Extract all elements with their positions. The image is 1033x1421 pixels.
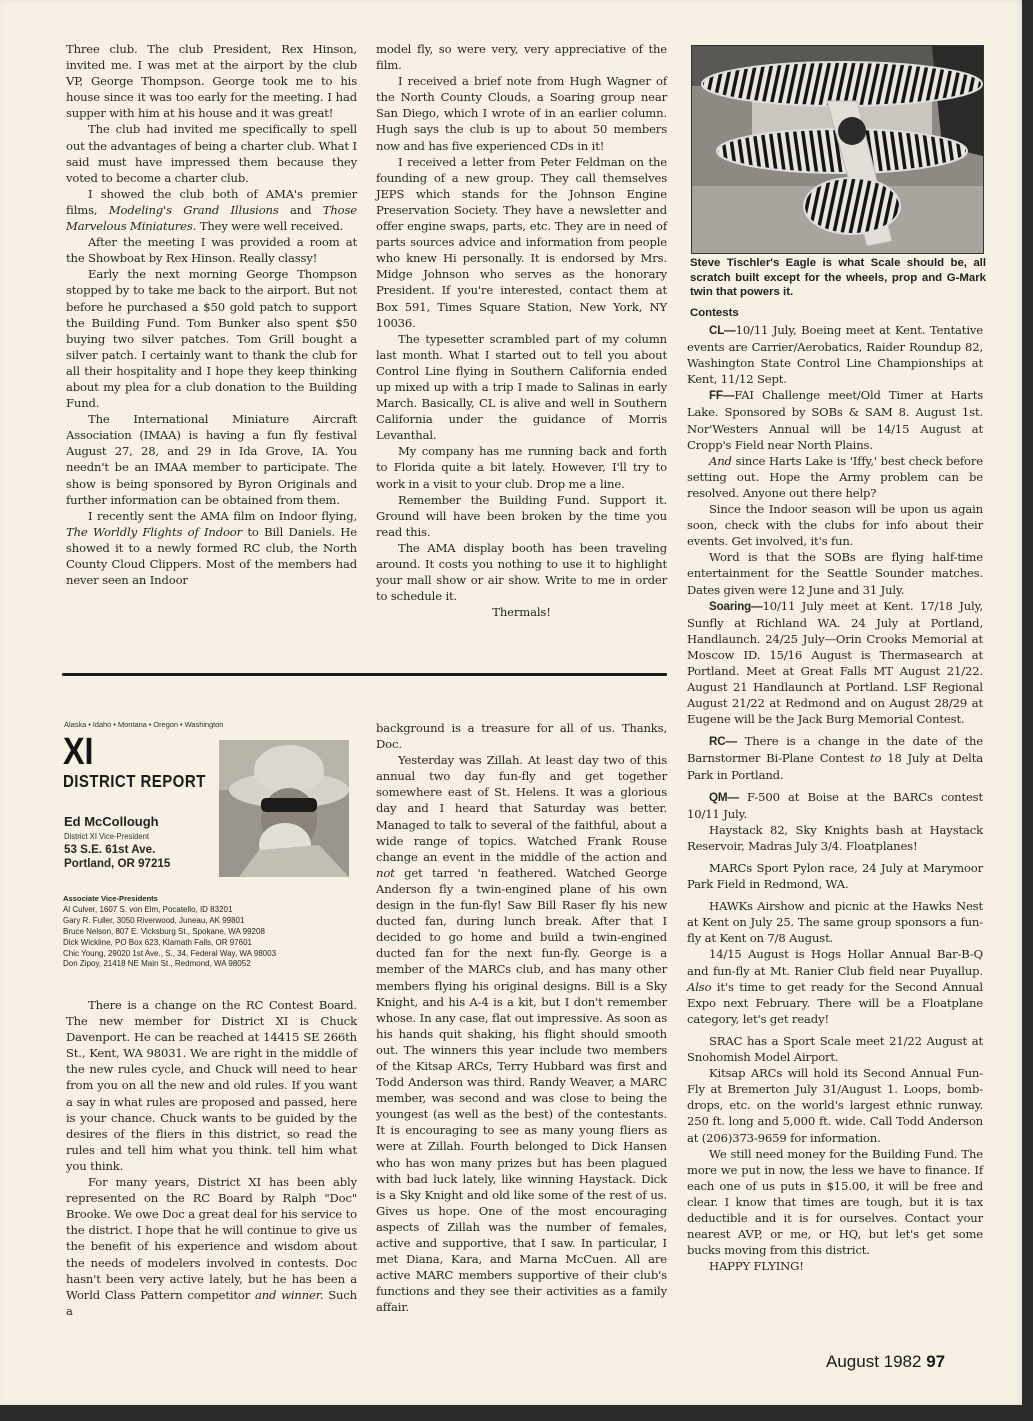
paragraph: [66, 508, 357, 588]
district-column-2: [376, 720, 667, 1315]
section-divider: [62, 673, 667, 676]
vice-president-name: Ed McCollough: [64, 814, 159, 829]
italic-word: not: [376, 865, 395, 880]
paragraph: [66, 186, 357, 234]
paragraph: After the meeting I was provided a room at the Showboat by Rex Hinson. Really classy!: [66, 235, 357, 266]
vice-president-title: District XI Vice-President: [64, 831, 150, 841]
text-span: They were well received.: [199, 219, 344, 234]
paragraph: [66, 1174, 357, 1319]
page-number: 97: [926, 1352, 946, 1371]
vice-president-photo: [219, 740, 349, 877]
contest-item: MARCs Sport Pylon race, 24 July at Marymoor Park Field in Redmond, WA.: [687, 861, 983, 892]
contest-item: HAWKs Airshow and picnic at the Hawks Nest at Kent on July 25. The same group sponsors a fun-fly at Kent on 7/8 August.: [687, 899, 983, 946]
vp-address-line-1: 53 S.E. 61st Ave.: [64, 843, 156, 856]
italic-word: and winner.: [254, 1287, 324, 1302]
contest-item: Word is that the SOBs are flying half-time entertainment for the Seattle Sounder matches. Dates given were 12 June and 31 July.: [687, 550, 983, 597]
text-span: and: [290, 202, 312, 217]
text-span: I showed the club both of AMA's premier films,: [66, 186, 357, 217]
paragraph: model fly, so were very, very appreciative of the film.: [376, 42, 667, 73]
paragraph: The typesetter scrambled part of my column last month. What I started out to tell you about Control Line flying in Southern California ended up mixed up with a trip I made to Salinas in early March. Basically, CL is alive and well in Southern California under the guidance of Morris Levanthal.: [376, 331, 667, 443]
text-span: get tarred 'n feathered. Watched George Anderson fly a twin-engined plane of his own design in the fun-fly! Saw Bill Raser fly his new ducted fan, during lunch break. After that I decided to go home and build a twin-engined ducted fan for the next fun-fly. George is a member of the MARCs club, and has many other members flying his original designs. Bill is a Sky Knight, and his A-4 is a kit, but I don't remember whose. In any case, flat out impressive. As soon as his hands quit shaking, his flight should smooth out. The winners this year include two members of the Kitsap ARCs, Terry Hubbard was first and Todd Anderson was third. Randy Weaver, a MARC member, was second and was close to being the youngest (as well as the best) of the contestants. It is encouraging to see as many young fliers as were at Zillah. Fourth belonged to Dick Hansen who has won many prizes but has been plagued with bad luck lately, like winning Haystack. Dick is a Sky Knight and old like some of the rest of us. Gives us hope. One of the most encouraging aspects of Zillah was the number of females, active and supportive, that I saw. In particular, I met Diana, Kara, and Marna McCuen. All are active MARC members supportive of their club's functions and they see their activities as a family affair.: [376, 865, 667, 1315]
text-span: to Bill Daniels. He showed it to a newly formed RC club, the North County Cloud Clippers. Most of the members had never seen an Indoor: [66, 524, 357, 588]
text-span: 10/11 July meet at Kent. 17/18 July, Sunfly at Richland WA. 24 July at Portland, Handlaunch. 24/25 July—Orin Crooks Memorial at Moscow ID. 15/16 August is Thermasearch at Portland. Meet at Great Falls MT August 21/22. August 21 Handlaunch at Portland. LSF Regional August 21/22 at Redmond and on August 28/29 at Eugene will be the Jack Burg Memorial Contest.: [687, 598, 983, 727]
associate-vps-list: [63, 894, 363, 970]
avp-entry: Al Culver, 1607 S. von Elm, Pocatello, ID 83201: [63, 904, 233, 914]
contest-item: [687, 598, 983, 728]
avp-entry: Chic Young, 29020 1st Ave., S., 34, Federal Way, WA 98003: [63, 948, 277, 958]
paragraph: Remember the Building Fund. Support it. Ground will have been broken by the time you read this.: [376, 492, 667, 539]
film-title: Modeling's Grand Illusions: [108, 202, 279, 217]
contest-item: [687, 322, 983, 387]
text-span: it's time to get ready for the Second Annual Expo next February. There will be a Floatplane category, let's get ready!: [687, 979, 983, 1026]
biplane-photo: [691, 45, 984, 254]
avp-entry: Gary R. Fuller, 3050 Riverwood, Juneau, AK 99801: [63, 915, 245, 925]
issue-date: August 1982: [826, 1352, 922, 1371]
contest-category: CL—: [709, 324, 736, 337]
district-states: Alaska • Idaho • Montana • Oregon • Washington: [64, 720, 224, 729]
text-span: Yesterday was Zillah. At least day two of this annual two day fun-fly and get together somewhere east of St. Helens. It was a glorious day and I heard that Saturday was better. Managed to talk to several of the faithful, about a wide range of topics. Watched Frank Rouse change an event in the middle of the action and: [376, 753, 667, 864]
contest-category: Soaring—: [709, 599, 763, 613]
page-edge-shadow: [1022, 0, 1033, 1421]
film-title: Those Marvelous Miniatures.: [66, 202, 357, 234]
article-column-2: [376, 41, 667, 620]
paragraph: background is a treasure for all of us. Thanks, Doc.: [376, 721, 667, 752]
contest-item: We still need money for the Building Fund. The more we put in now, the less we have to finance. If each one of us puts in $15.00, it will be free and clear. I know that times are tough, but it is tax deductible and it is for ourselves. Contact your nearest AVP, or me, or HQ, but let's get some bucks moving from this district.: [687, 1146, 983, 1258]
contest-category: RC—: [709, 735, 737, 749]
sign-off: Thermals!: [492, 605, 551, 620]
article-column-1: [66, 41, 357, 588]
contest-item: [687, 789, 983, 822]
text-span: I recently sent the AMA film on Indoor flying,: [88, 508, 357, 523]
page-bottom-edge: [0, 1405, 1033, 1421]
contest-item: Kitsap ARCs will hold its Second Annual Fun-Fly at Bremerton July 31/August 1. Loops, bomb-drops, etc. on the world's largest ethnic runway. 250 ft. long and 5,000 ft. wide. Call Todd Anderson at (206)373-9659 for information.: [687, 1066, 983, 1145]
avp-entry: Bruce Nelson, 807 E. Vicksburg St., Spokane, WA 99208: [63, 926, 265, 936]
film-title: The Worldly Flights of Indoor: [66, 524, 243, 539]
paragraph: The club had invited me specifically to spell out the advantages of being a charter club. What I said must have impressed them because they voted to become a charter club.: [66, 122, 357, 185]
paragraph: My company has me running back and forth to Florida quite a bit lately. However, I'll try to work in a visit to your club. Drop me a line.: [376, 444, 667, 491]
avp-heading: Associate Vice-Presidents: [63, 894, 158, 903]
page-footer: [826, 1352, 945, 1372]
contest-category: FF—: [709, 389, 735, 403]
contest-category: QM—: [709, 790, 739, 804]
vp-address-line-2: Portland, OR 97215: [64, 857, 171, 870]
text-span: 14/15 August is Hogs Hollar Annual Bar-B-Q and fun-fly at Mt. Ranier Club field near Puyallup.: [687, 947, 983, 978]
contest-item: SRAC has a Sport Scale meet 21/22 August at Snohomish Model Airport.: [687, 1033, 983, 1065]
closing-line: HAPPY FLYING!: [709, 1259, 804, 1274]
paragraph: The International Miniature Aircraft Association (IMAA) is having a fun fly festival August 27, 28, and 29 in Ida Grove, IA. You needn't be an IMAA member to participate. The show is being sponsored by Byron Originals and further information can be obtained from them.: [66, 412, 357, 507]
district-column-1: [66, 997, 357, 1319]
paragraph: Early the next morning George Thompson stopped by to take me back to the airport. But not before he purchased a $50 gold patch to support the Building Fund. Tom Bunker also spent $50 buying two silver patches. Tom Grill bought a silver patch. I certainly want to thank the club for all their hospitality and I hope they keep thinking about my plea for a club donation to the Building Fund.: [66, 267, 357, 411]
text-span: since Harts Lake is 'Iffy,' best check before setting out. Hope the Army problem can be resolved. Anyone out there help?: [687, 453, 983, 500]
district-number: XI: [63, 731, 94, 773]
paragraph: There is a change on the RC Contest Board. The new member for District XI is Chuck Davenport. He can be reached at 14415 SE 266th St., Kent, WA 98031. We are right in the middle of the new rules cycle, and Chuck will need to hear from you on all the new and old rules. If you want a say in what rules are proposed and passed, here is your chance. Chuck wants to be guided by the desires of the fliers in this district, so read the rules and tell him what you think. tell him what you think.: [66, 998, 357, 1173]
avp-entry: Dick Wickline, PO Box 623, Klamath Falls, OR 97601: [63, 937, 252, 947]
contest-item: Haystack 82, Sky Knights bash at Haystack Reservoir, Madras July 3/4. Floatplanes!: [687, 822, 983, 853]
paragraph: I received a brief note from Hugh Wagner of the North County Clouds, a Soaring group near San Diego, which I wrote of in an earlier column. Hugh says the club is up to about 50 members now and has five experienced CDs in it!: [376, 74, 667, 153]
contest-item: [687, 453, 983, 501]
text-span: Such a: [66, 1287, 357, 1318]
paragraph: Three club. The club President, Rex Hinson, invited me. I was met at the airport by the club VP, George Thompson. George took me to his house since it was too early for the meeting. I had supper with him at his house and it was great!: [66, 42, 357, 121]
contest-item: [687, 946, 983, 1026]
paragraph: [376, 752, 667, 1315]
biplane-image-icon: [692, 46, 983, 253]
text-span: FAI Challenge meet/Old Timer at Harts Lake. Sponsored by SOBs & SAM 8. August 1st. Nor'Westers Annual will be 14/15 August at Cropp's Field near North Plains.: [687, 388, 983, 452]
text-span: F-500 at Boise at the BARCs contest 10/11 July.: [687, 789, 983, 821]
contest-item: Since the Indoor season will be upon us again soon, check with the clubs for info about their events. Get involved, it's fun.: [687, 502, 983, 549]
avp-entry: Don Zipoy, 21418 NE Main St., Redmond, WA 98052: [63, 959, 251, 969]
contest-item: [687, 387, 983, 452]
text-span: For many years, District XI has been ably represented on the RC Board by Ralph "Doc" Brooke. We owe Doc a great deal for his service to the district. I hope that he will continue to give us the benefit of his experience and wisdom about the needs of modelers involved in contests. Doc hasn't been very active lately, but he has been a World Class Pattern competitor: [66, 1175, 357, 1302]
contests-heading: Contests: [690, 307, 739, 319]
paragraph: The AMA display booth has been traveling around. It costs you nothing to use it to highlight your mall show or air show. Write to me in order to schedule it.: [376, 540, 667, 604]
italic-word: to: [870, 751, 882, 766]
text-span: 10/11 July, Boeing meet at Kent. Tentative events are Carrier/Aerobatics, Raider Roundup 82, Washington State Control Line Championships at Kent, 11/12 Sept.: [687, 323, 983, 387]
italic-word: Also: [687, 979, 712, 994]
contests-column: [687, 322, 983, 1274]
contest-item: [687, 733, 983, 782]
text-span: There is a change in the date of the Barnstormer Bi-Plane Contest: [687, 734, 983, 766]
text-span: 18 July at Delta Park in Portland.: [687, 751, 983, 782]
italic-word: And: [709, 453, 732, 468]
paragraph: I received a letter from Peter Feldman on the founding of a new group. They call themselves JEPS which stands for the Johnson Engine Preservation Society. They have a newsletter and offer engine swaps, parts, etc. They are in need of parts sources advice and information from people who knew Hi personally. It is endorsed by Mrs. Midge Johnson who serves as the honorary President. If you're interested, contact them at Box 591, Times Square Station, New York, NY 10036.: [376, 154, 667, 330]
section-title: DISTRICT REPORT: [63, 771, 206, 791]
photo-caption: Steve Tischler's Eagle is what Scale should be, all scratch built except for the wheels, prop and G-Mark twin that powers it.: [690, 257, 986, 299]
portrait-image-icon: [219, 740, 349, 877]
